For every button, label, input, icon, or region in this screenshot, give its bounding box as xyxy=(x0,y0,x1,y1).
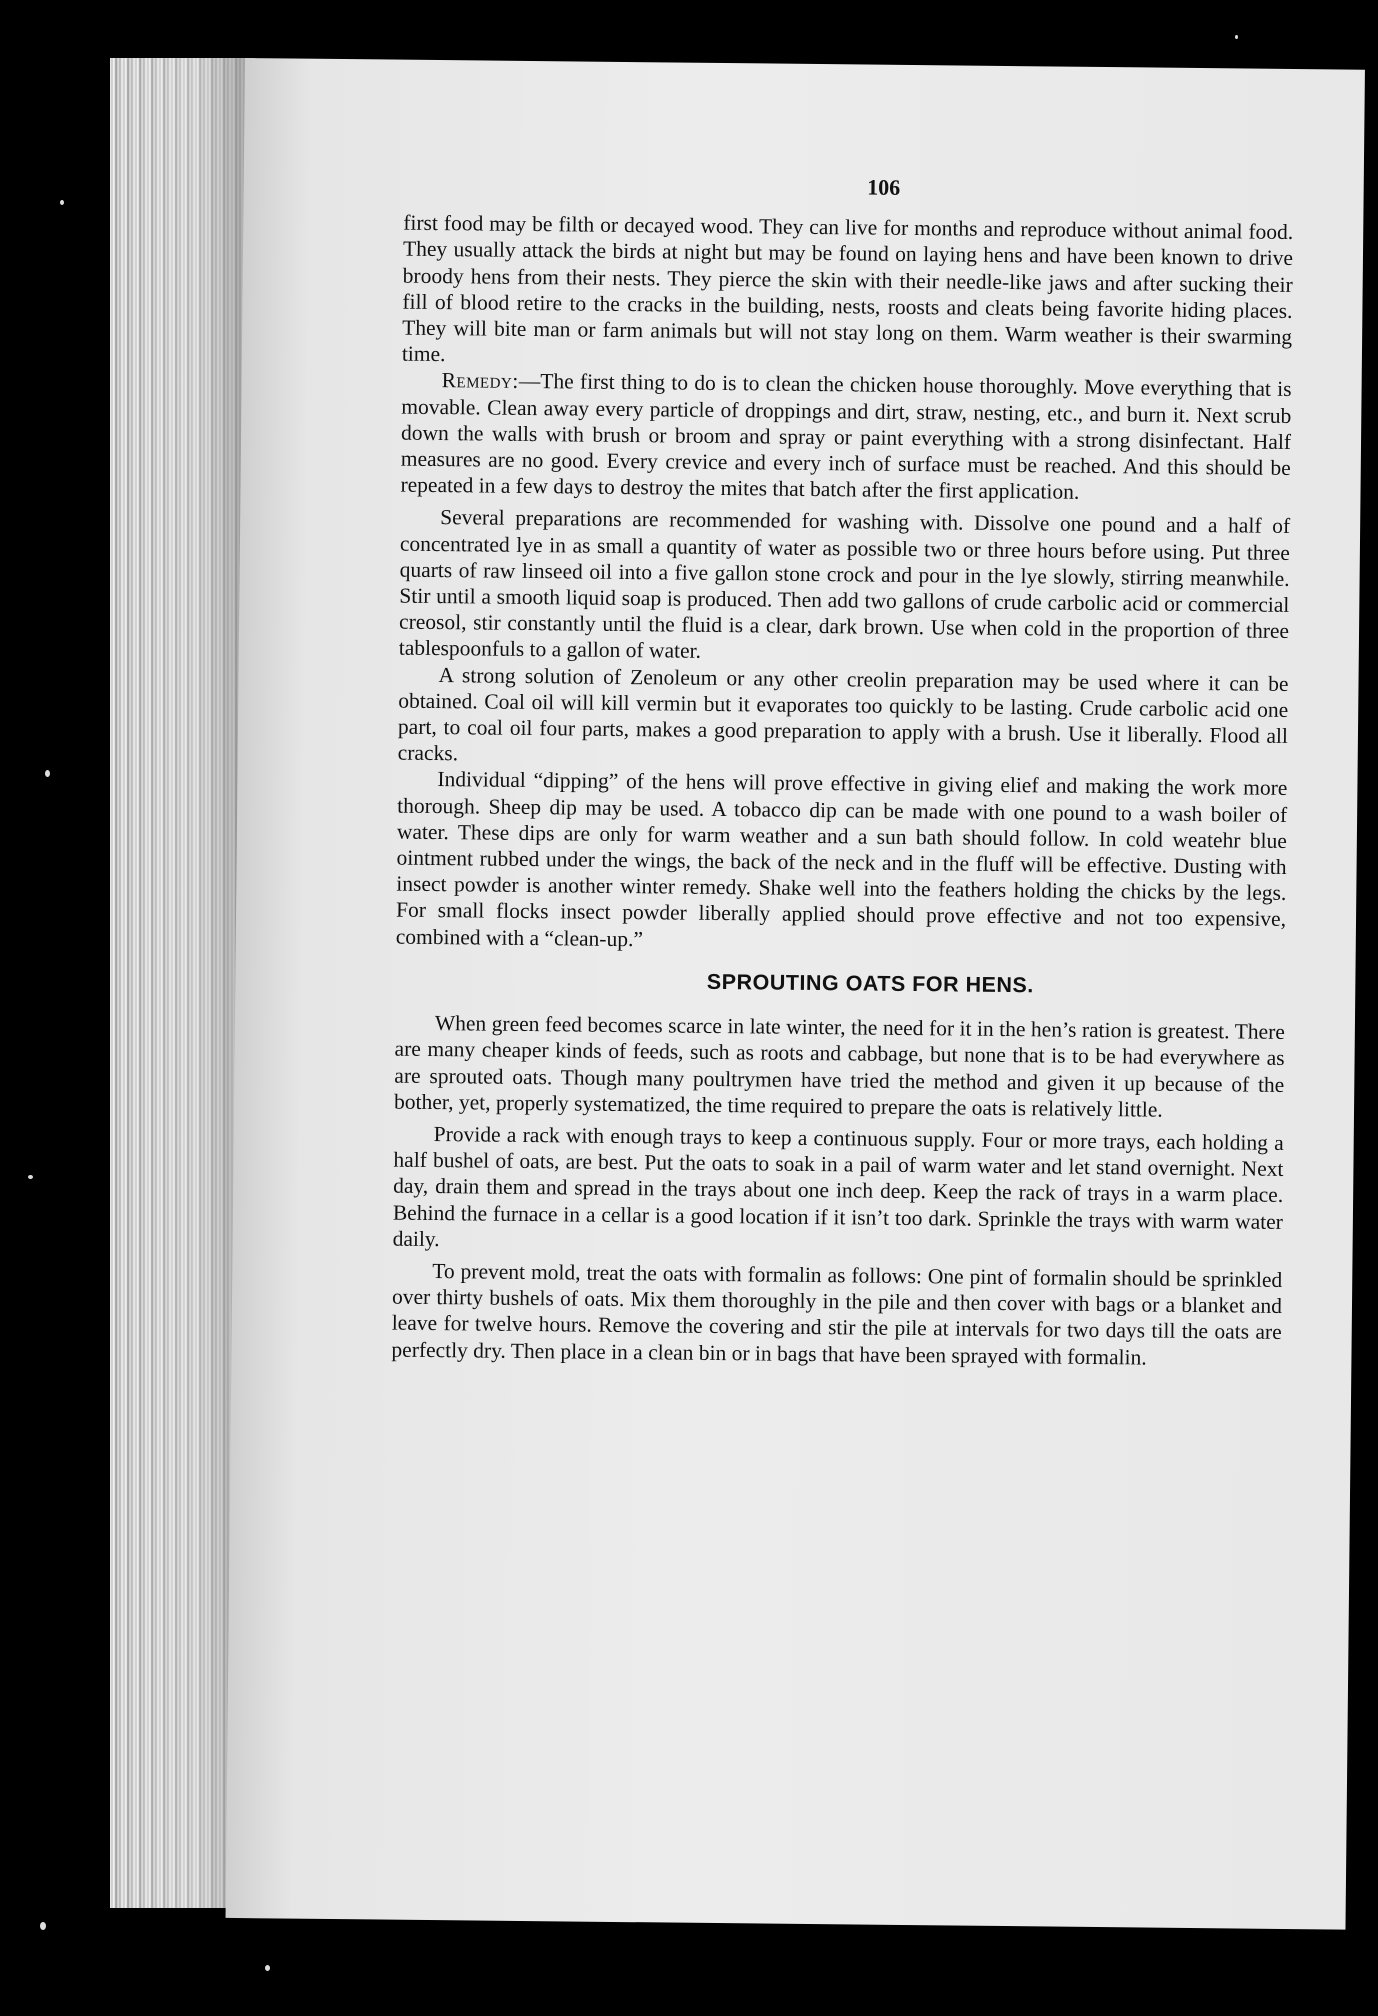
scan-speck xyxy=(45,770,50,777)
paragraph: When green feed becomes scarce in late winter, the need for it in the hen’s ration is greatest. There are many cheaper kinds of feeds, such as roots and cabbage, but none that is to be had everywhere as are sprouted oats. Though many poultrymen have tried the method and given it up because of the bother, yet, properly systematized, the time required to prepare the oats is relatively little. xyxy=(393,1011,1285,1122)
page-number: 106 xyxy=(867,174,901,200)
paragraph: A strong solution of Zenoleum or any other creolin preparation may be used where it can be obtained. Coal oil will kill vermin but it evaporates too quickly to be lasting. Crude carbolic acid one part, to coal oil four parts, makes a good preparation to apply with a brush. Use it liberally. Flood all cracks. xyxy=(397,662,1289,766)
scan-speck xyxy=(265,1965,270,1971)
page-content xyxy=(391,170,1293,1372)
paragraph: To prevent mold, treat the oats with formalin as follows: One pint of formalin should be sprinkled over thirty bushels of oats. Mix them thoroughly in the pile and then cover with bags or a blanket and leave for twelve hours. Remove the covering and stir the pile at intervals for two days till the oats are perfectly dry. Then place in a clean bin or in bags that have been sprayed with formalin. xyxy=(391,1258,1283,1370)
paragraph: Several preparations are recommended for washing with. Dissolve one pound and a half of concentrated lye in as small a quantity of water as possible two or three hours before using. Put three quarts of raw linseed oil into a five gallon stone crock and pour in the lye slowly, stirring meanwhile. Stir until a smooth liquid soap is produced. Then add two gallons of crude carbolic acid or commercial creosol, stir constantly until the fluid is a clear, dark brown. Use when cold in the proportion of three tablespoonfuls to a gallon of water. xyxy=(398,505,1291,664)
section-heading: SPROUTING OATS FOR HENS. xyxy=(706,969,1034,998)
scan-speck xyxy=(1235,35,1238,39)
remedy-text: —The first thing to do is to clean the chicken house thoroughly. Move everything that is movable. Clean away every particle of droppings and dirt, straw, nesting, etc., and burn it. Next scrub down the walls with brush or broom and spray or paint everything with a strong disinfectant. Half measures are no good. Every crevice and every inch of surface must be reached. And this should be repeated in a few days to destroy the mites that batch after the first application. xyxy=(400,369,1292,504)
scan-speck xyxy=(60,200,64,205)
remedy-label: Remedy: xyxy=(441,368,519,394)
paragraph: Individual “dipping” of the hens will prove effective in giving elief and making the work more thorough. Sheep dip may be used. A tobacco dip can be made with one pound to a wash boiler of water. These dips are only for warm weather and a sun bath should follow. In cold weatehr blue ointment rubbed under the wings, the back of the neck and in the fluff will be effective. Dusting with insect powder is another winter remedy. Shake well into the feathers holding the chicks by the legs. For small flocks insect powder liberally applied should prove effective and not too expensive, combined with a “clean-up.” xyxy=(395,767,1288,951)
paragraph: Provide a rack with enough trays to keep a continuous supply. Four or more trays, each holding a half bushel of oats, are best. Put the oats to soak in a pail of warm water and let stand overnight. Next day, drain them and spread in the trays about one inch deep. Keep the rack of trays in a warm place. Behind the furnace in a cellar is a good location if it isn’t too dark. Sprinkle the trays with warm water daily. xyxy=(392,1121,1284,1251)
remedy-paragraph xyxy=(400,367,1291,507)
scan-speck xyxy=(40,1922,46,1930)
book-page xyxy=(226,58,1365,1930)
paragraph: first food may be filth or decayed wood. They can live for months and reproduce without animal food. They usually attack the birds at night but may be found on laying hens and have been known to drive broody hens from their nests. They pierce the skin with their needle-like jaws and after sucking their fill of blood retire to the cracks in the building, nests, roosts and cleats being favorite hiding places. They will bite man or farm animals but will not stay long on them. Warm weather is their swarming time. xyxy=(401,210,1294,367)
scan-speck xyxy=(28,1175,33,1179)
